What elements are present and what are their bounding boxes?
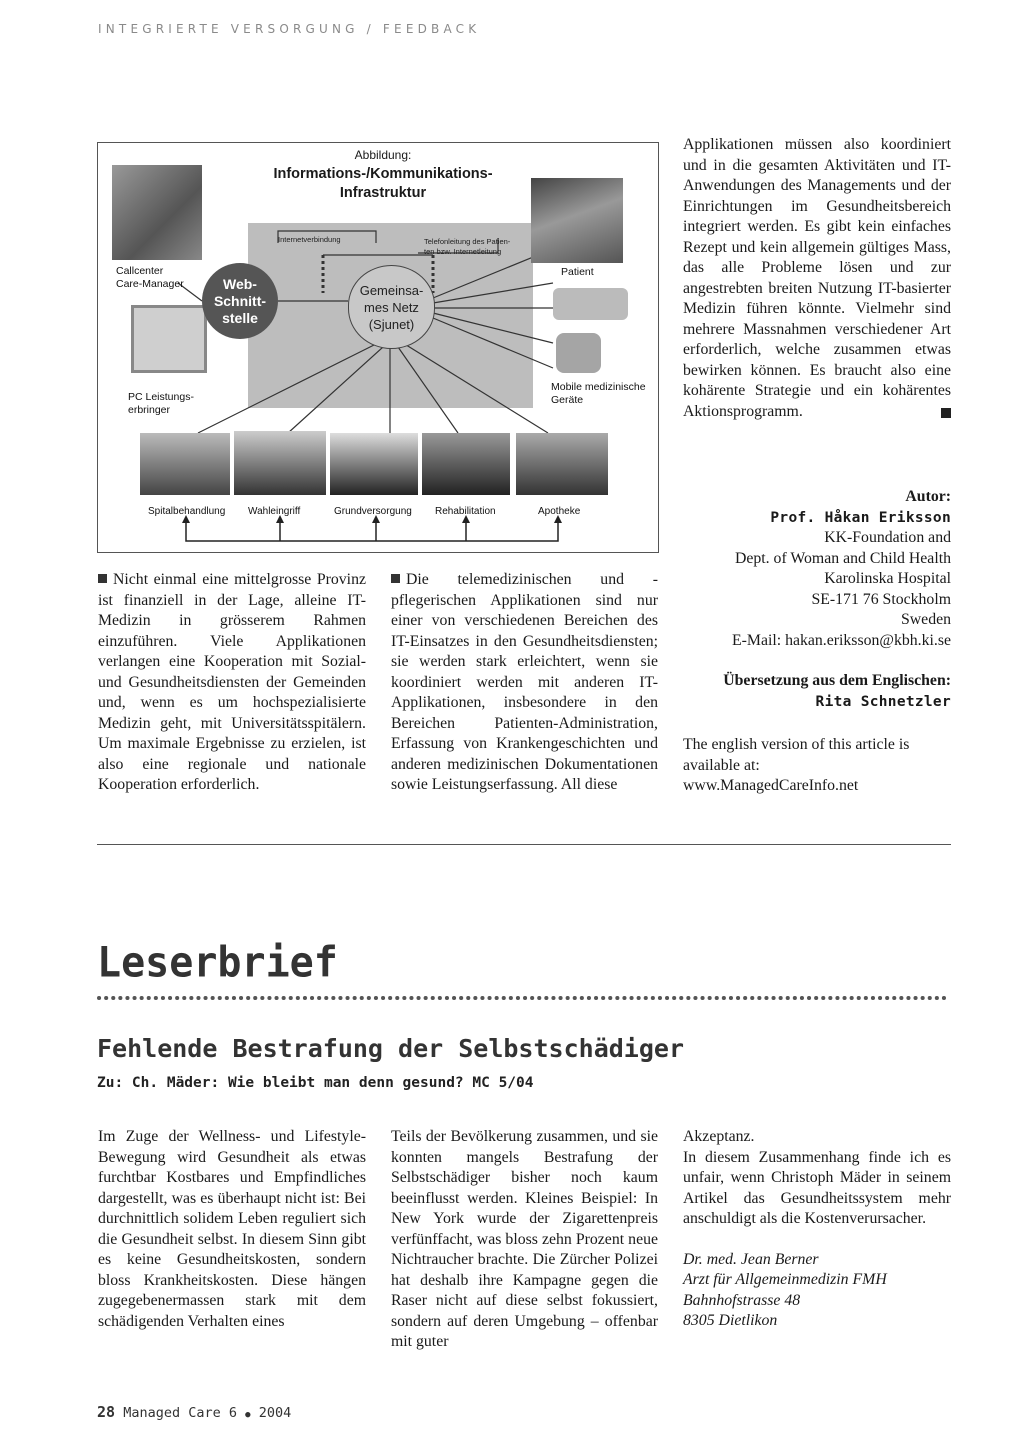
section-title: Leserbrief (97, 938, 338, 988)
figure-caption: Abbildung: (354, 148, 412, 162)
author-block (683, 487, 951, 712)
common-network-node: Gemeinsa- mes Netz (Sjunet) (348, 265, 435, 349)
pc-monitor-image (131, 305, 207, 373)
letter-title: Fehlende Bestrafung der Selbstschädiger (97, 1034, 684, 1063)
signature-line: Dr. med. Jean Berner (683, 1250, 819, 1268)
letter-column-1: Im Zuge der Wellness- und Lifestyle-Bewegung wird Gesundheit als etwas furchtbar Kostbares und Empfindliches dargestellt, was es überhaupt nicht ist: Bei durchnittlich solidem Leben reguliert sich die Gesundheit selbst. In diesem Sinn gibt es keine Gesundheitskosten, sondern bloss Krankheitskosten. Diese hängen zugegebenermassen stark mit dem schädigenden Verhalten eines (98, 1128, 366, 1330)
author-line: KK-Foundation and (824, 529, 951, 546)
article-column-3: Applikationen müssen also koordiniert und in die gesamten Aktivitäten und IT-Anwendungen des Managements und der Einrichtungen im Gesundheitsbereich integriert werden. Es gibt kein einfaches Rezept und kein allgemein gültiges Mass, das alle Probleme lösen und zur angestrebten breiten Nutzung IT-basierter Medizin führen könnte. Vielmehr sind mehrere Massnahmen verschiedener Art erforderlich, welche zusammen etwas bewirken können. Es braucht also eine kohärente Strategie und ein kohärentes Aktionsprogramm. (683, 136, 951, 420)
bottom-label-pharmacy: Apotheke (538, 506, 581, 517)
translation-heading: Übersetzung aus dem Englischen: (723, 672, 951, 689)
author-name: Prof. Håkan Eriksson (770, 509, 951, 526)
author-email: E-Mail: hakan.eriksson@kbh.ki.se (732, 631, 951, 649)
internet-connection-label: Internetverbindung (278, 235, 341, 244)
pharmacy-photo (516, 433, 608, 495)
signature-line: Arzt für Allgemeinmedizin FMH (683, 1271, 887, 1288)
letter-column-2: Teils der Bevölkerung zusammen, und sie konnten mangels Bestrafung der Selbstschädiger bisher noch kaum beeinflusst werden. Kleines Beispiel: In New York wurde der Zigarettenpreis verfünffacht, was bloss zehn Prozent neue Nichtraucher brachte. Die Zürcher Polizei hat deshalb ihre Kampagne gegen die Raser nicht auf diese selbst fokussiert, sondern auf deren Umgebung – offenbar mit guter (391, 1128, 658, 1350)
health-centre-photo (330, 433, 418, 495)
author-line: SE-171 76 Stockholm (811, 590, 951, 608)
pc-provider-label: PC Leistungs- erbringer (128, 391, 194, 416)
running-head: INTEGRIERTE VERSORGUNG / FEEDBACK (98, 22, 481, 36)
signature-line: 8305 Dietlikon (683, 1312, 778, 1329)
rehabilitation-photo (422, 433, 510, 495)
mobile-device-image (556, 333, 601, 373)
callcenter-label: Callcenter Care-Manager (116, 265, 184, 290)
hospital-photo (140, 433, 230, 495)
english-version-link[interactable]: www.ManagedCareInfo.net (683, 777, 859, 794)
paragraph-square-icon (98, 574, 107, 583)
letter-reference: Zu: Ch. Mäder: Wie bleibt man denn gesund? MC 5/04 (97, 1075, 534, 1091)
bottom-label-elective: Wahleingriff (248, 506, 301, 517)
phone-line-label: Telefonleitung des Patien- ten bzw. Internetleitung (424, 237, 511, 256)
figure-title: Informations-/Kommunikations- Infrastruktur (273, 166, 493, 201)
clinic-photo (234, 431, 326, 495)
journal-name: Managed Care 6 (123, 1405, 237, 1421)
callcenter-photo (112, 165, 202, 260)
patient-photo (531, 178, 623, 263)
article-column-1: Nicht einmal eine mittelgrosse Provinz ist finanziell in der Lage, alleine IT-Medizin in grösserem Rahmen einzuführen. Viele Applikationen verlangen eine Kooperation mit Sozial- und Gesundheitsdiensten der Gemeinden und, wenn es um hochspezialisierte Medizin geht, mit Universitätsspitälern. Um maximale Ergebnisse zu erzielen, ist also eine regionale und nationale Kooperation erforderlich. (98, 571, 366, 793)
journal-year: 2004 (258, 1405, 292, 1421)
author-line: Karolinska Hospital (824, 570, 951, 587)
signature-line: Bahnhofstrasse 48 (683, 1291, 801, 1309)
bottom-label-hospital: Spitalbehandlung (148, 506, 226, 517)
section-divider (97, 844, 951, 845)
letter-column-3: Akzeptanz. In diesem Zusammenhang finde ich es unfair, wenn Christoph Mäder in seinem Artikel das Gesundheitssystem mehr anschuldigt als die Kostenverursacher. Dr. med. Jean Berner Arzt für Allgemeinmedizin FMH Bahnhofstrasse 48 8305 Dietlikon (683, 1127, 951, 1332)
author-heading: Autor: (905, 488, 951, 505)
article-column-2: Die telemedizinischen und -pflegerischen Applikationen sind nur einer von verschiedenen Bereichen des IT-Einsatzes in den Gesundheitsdiensten; sie werden stark erleichtert, wenn sie koordiniert werden mit anderen IT-Applikationen, insbesondere in den Bereichen Patienten-Administration, Erfassung von Krankengeschichten und anderen medizinischen Dokumentationen sowie Leistungserfassung. All diese (391, 571, 658, 793)
mobile-devices-label: Mobile medizinische Geräte (551, 381, 646, 406)
page-number: 28 (97, 1403, 116, 1421)
end-of-article-square-icon (941, 408, 951, 418)
patient-label: Patient (561, 266, 594, 278)
web-interface-node: Web- Schnitt- stelle (202, 263, 278, 339)
translator-name: Rita Schnetzler (815, 693, 951, 710)
page-footer (97, 1403, 291, 1421)
bullet-icon: ● (245, 1410, 251, 1420)
bottom-label-rehabilitation: Rehabilitation (435, 506, 496, 517)
english-version-note: The english version of this article is available at: www.ManagedCareInfo.net (683, 735, 951, 797)
paragraph-square-icon (391, 574, 400, 583)
dotted-rule (97, 995, 951, 1001)
author-line: Dept. of Woman and Child Health (734, 549, 951, 567)
infrastructure-figure (97, 142, 659, 553)
author-line: Sweden (900, 611, 951, 628)
bottom-label-primary-care: Grundversorgung (334, 506, 412, 517)
medical-device-image (553, 288, 628, 320)
